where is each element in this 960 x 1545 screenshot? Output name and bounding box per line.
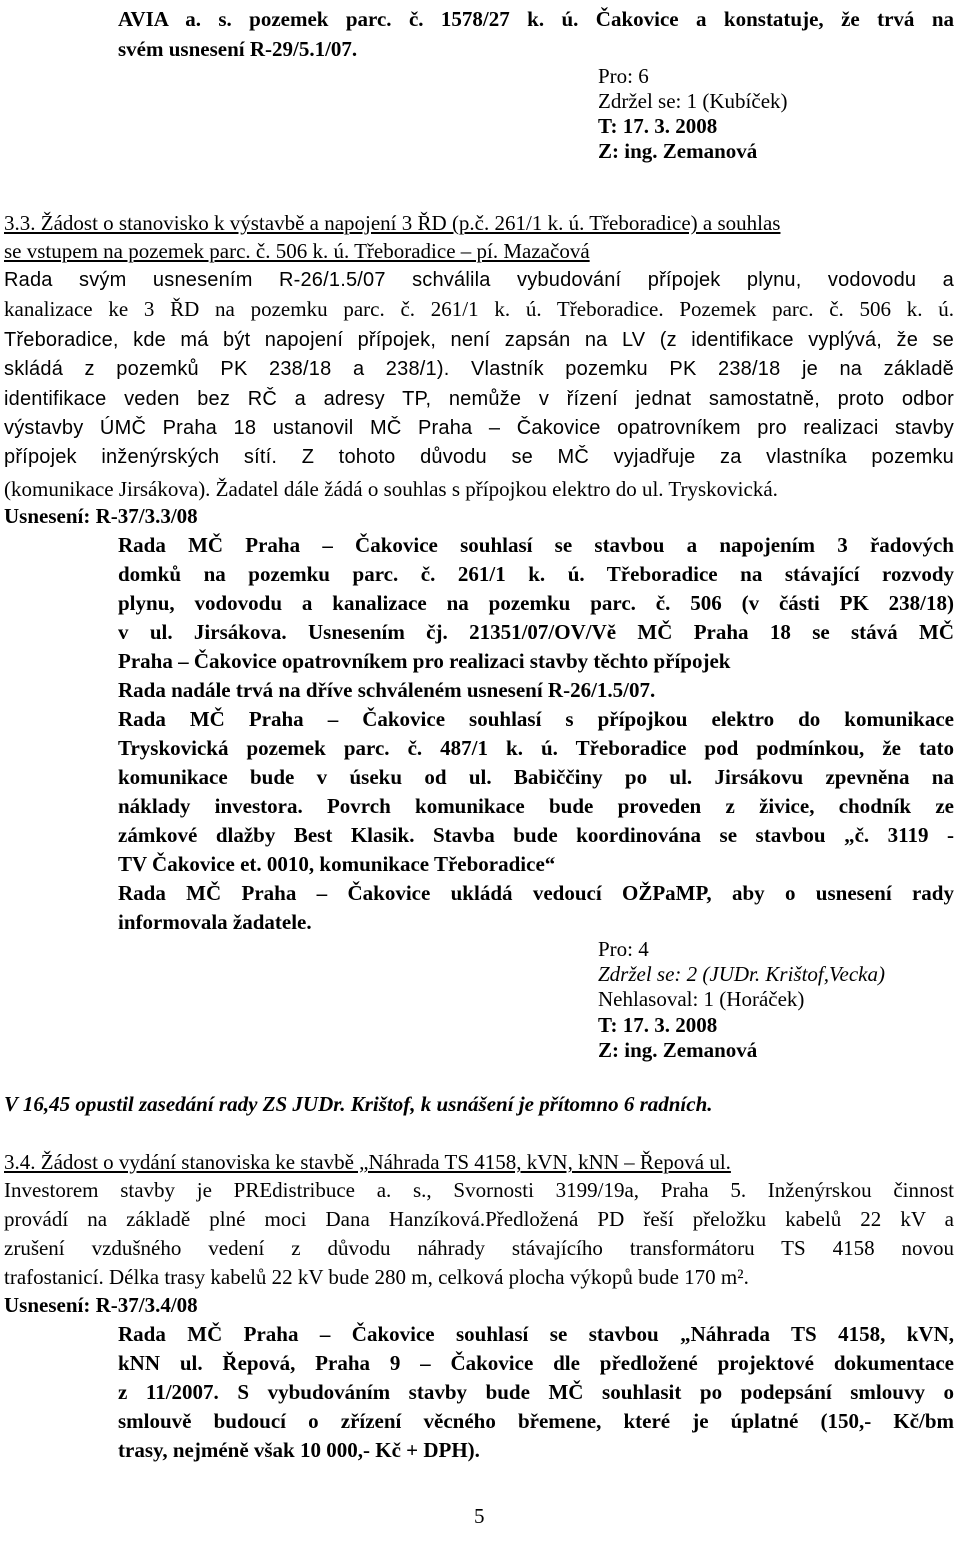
section-3-4-heading: 3.4. Žádost o vydání stanoviska ke stavbě „Náhrada TS 4158, kVN, kNN – Řepová ul. bbox=[4, 1150, 731, 1174]
s33-resolution-line: Tryskovická pozemek parc. č. 487/1 k. ú. Třeboradice pod podmínkou, že tato bbox=[118, 736, 954, 760]
s34-resolution-line: Rada MČ Praha – Čakovice souhlasí se stavbou „Náhrada TS 4158, kVN, bbox=[118, 1322, 954, 1346]
s33-paragraph-line: (komunikace Jirsákova). Žadatel dále žádá o souhlas s přípojkou elektro do ul. Tryskovická. bbox=[4, 477, 778, 501]
s33-resolution-line: Praha – Čakovice opatrovníkem pro realizaci stavby těchto přípojek bbox=[118, 649, 731, 673]
s33-paragraph-line: skládá z pozemků PK 238/18 a 238/1). Vlastník pozemku PK 238/18 je na základě bbox=[4, 358, 954, 380]
section-3-3-heading-2: se vstupem na pozemek parc. č. 506 k. ú. Třeboradice – pí. Mazačová bbox=[4, 239, 590, 263]
s34-paragraph-line: zrušení vzdušného vedení z důvodu náhrady stávajícího transformátoru TS 4158 novou bbox=[4, 1236, 954, 1260]
vote2-term: T: 17. 3. 2008 bbox=[598, 1013, 718, 1037]
vote1-responsible: Z: ing. Zemanová bbox=[598, 139, 758, 163]
s34-paragraph-line: trafostanicí. Délka trasy kabelů 22 kV bude 280 m, celková plocha výkopů bude 170 m². bbox=[4, 1265, 749, 1289]
vote1-term: T: 17. 3. 2008 bbox=[598, 114, 718, 138]
s33-resolution-line: v ul. Jirsákova. Usnesením čj. 21351/07/OV/Vě MČ Praha 18 se stává MČ bbox=[118, 620, 954, 644]
s33-resolution-line: Rada nadále trvá na dříve schváleném usnesení R-26/1.5/07. bbox=[118, 678, 656, 702]
attendance-note: V 16,45 opustil zasedání rady ZS JUDr. Krištof, k usnášení je přítomno 6 radních. bbox=[4, 1092, 713, 1116]
vote2-responsible: Z: ing. Zemanová bbox=[598, 1038, 758, 1062]
s34-resolution-line: trasy, nejméně však 10 000,- Kč + DPH). bbox=[118, 1438, 480, 1462]
vote1-pro: Pro: 6 bbox=[598, 64, 649, 88]
s34-resolution-line: kNN ul. Řepová, Praha 9 – Čakovice dle předložené projektové dokumentace bbox=[118, 1351, 954, 1375]
vote2-nehlasoval: Nehlasoval: 1 (Horáček) bbox=[598, 987, 805, 1011]
s33-paragraph-line: identifikace veden bez RČ a adresy TP, nemůže v řízení jednat samostatně, proto odbor bbox=[4, 388, 954, 410]
s34-paragraph-line: Investorem stavby je PREdistribuce a. s., Svornosti 3199/19a, Praha 5. Inženýrskou činnost bbox=[4, 1178, 954, 1202]
vote1-zdrzel: Zdržel se: 1 (Kubíček) bbox=[598, 89, 788, 113]
s33-resolution-line: Rada MČ Praha – Čakovice ukládá vedoucí OŽPaMP, aby o usnesení rady bbox=[118, 881, 954, 905]
s33-resolution-line: domků na pozemku parc. č. 261/1 k. ú. Třeboradice na stávající rozvody bbox=[118, 562, 954, 586]
page-number: 5 bbox=[474, 1504, 485, 1528]
s33-resolution-line: Rada MČ Praha – Čakovice souhlasí se stavbou a napojením 3 řadových bbox=[118, 533, 954, 557]
s33-paragraph-line: kanalizace ke 3 ŘD na pozemku parc. č. 261/1 k. ú. Třeboradice. Pozemek parc. č. 506 k. ú. bbox=[4, 297, 954, 321]
s33-paragraph-line: Třeboradice, kde má být napojení přípojek, není zapsán na LV (z identifikace vyplývá, že se bbox=[4, 329, 954, 351]
s33-resolution-line: náklady investora. Povrch komunikace bude proveden z živice, chodník ze bbox=[118, 794, 954, 818]
s34-resolution-line: smlouvě budoucí o zřízení věcného břemene, které je úplatné (150,- Kč/bm bbox=[118, 1409, 954, 1433]
s33-usneseni-label: Usnesení: R-37/3.3/08 bbox=[4, 504, 198, 528]
s33-paragraph-line: Rada svým usnesením R-26/1.5/07 schválila vybudování přípojek plynu, vodovodu a bbox=[4, 269, 954, 291]
s33-resolution-line: komunikace bude v úseku od ul. Babiččiny po ul. Jirsákovu zpevněna na bbox=[118, 765, 954, 789]
s33-resolution-line: plynu, vodovodu a kanalizace na pozemku parc. č. 506 (v části PK 238/18) bbox=[118, 591, 954, 615]
s33-resolution-line: Rada MČ Praha – Čakovice souhlasí s přípojkou elektro do komunikace bbox=[118, 707, 954, 731]
s33-paragraph-line: výstavby ÚMČ Praha 18 ustanovil MČ Praha – Čakovice opatrovníkem pro realizaci stavby bbox=[4, 417, 954, 439]
s33-paragraph-line: přípojek inženýrských sítí. Z tohoto důvodu se MČ vyjadřuje za vlastníka pozemku bbox=[4, 446, 954, 468]
s34-resolution-line: z 11/2007. S vybudováním stavby bude MČ souhlasit po podepsání smlouvy o bbox=[118, 1380, 954, 1404]
vote2-pro: Pro: 4 bbox=[598, 937, 649, 961]
vote2-zdrzel: Zdržel se: 2 (JUDr. Krištof,Vecka) bbox=[598, 962, 885, 986]
s33-resolution-line: zámkové dlažby Best Klasik. Stavba bude koordinována se stavbou „č. 3119 - bbox=[118, 823, 954, 847]
s33-resolution-line: TV Čakovice et. 0010, komunikace Třeboradice“ bbox=[118, 852, 556, 876]
intro-line-1: AVIA a. s. pozemek parc. č. 1578/27 k. ú. Čakovice a konstatuje, že trvá na bbox=[118, 7, 954, 31]
intro-line-2: svém usnesení R-29/5.1/07. bbox=[118, 37, 358, 61]
s33-resolution-line: informovala žadatele. bbox=[118, 910, 312, 934]
s34-usneseni-label: Usnesení: R-37/3.4/08 bbox=[4, 1293, 198, 1317]
section-3-3-heading-1: 3.3. Žádost o stanovisko k výstavbě a napojení 3 ŘD (p.č. 261/1 k. ú. Třeboradice) a souhlas bbox=[4, 211, 781, 235]
s34-paragraph-line: provádí na základě plné moci Dana Hanzíková.Předložená PD řeší přeložku kabelů 22 kV a bbox=[4, 1207, 954, 1231]
